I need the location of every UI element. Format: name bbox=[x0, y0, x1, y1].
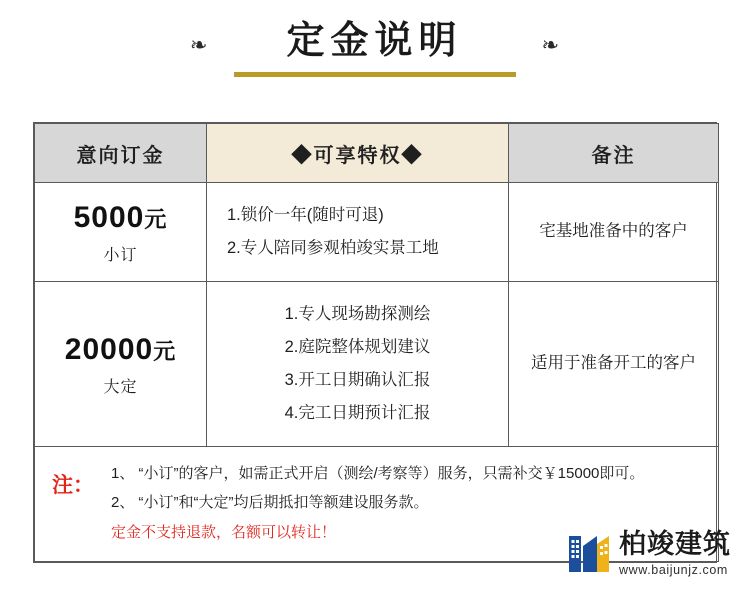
privilege-item: 3.开工日期确认汇报 bbox=[284, 371, 431, 389]
deposit-amount-sub-2: 大定 bbox=[103, 378, 138, 396]
deposit-amount-sub-1: 小订 bbox=[103, 246, 138, 264]
deposit-amount-cell-1 bbox=[35, 183, 207, 282]
footer-note-line: 1、 “小订”的客户，如需正式开启（测绘/考察等）服务，只需补交￥15000即可。 bbox=[111, 465, 645, 482]
deposit-amount-unit-1: 元 bbox=[144, 206, 168, 232]
table-header-row bbox=[35, 124, 719, 183]
table-row bbox=[35, 282, 719, 447]
privilege-item: 1.锁价一年(随时可退) bbox=[227, 206, 384, 224]
footer-note-line: 2、 “小订”和“大定”均后期抵扣等额建设服务款。 bbox=[111, 494, 429, 512]
privileges-cell-2 bbox=[207, 282, 509, 447]
building-logo-icon bbox=[567, 532, 611, 576]
logo-company-name: 柏竣建筑 bbox=[619, 529, 731, 560]
deposit-amount-cell-2 bbox=[35, 282, 207, 447]
page-title: 定金说明 bbox=[286, 20, 463, 62]
deposit-table bbox=[33, 122, 717, 563]
ornament-right-icon: ❧ bbox=[541, 33, 560, 57]
column-header-deposit: 意向订金 bbox=[35, 124, 207, 183]
ornament-left-icon: ❧ bbox=[189, 33, 208, 57]
table-row bbox=[35, 183, 719, 282]
privileges-cell-1 bbox=[207, 183, 509, 282]
logo-website-url: www.baijunjz.com bbox=[619, 563, 728, 577]
deposit-amount-value-1: 5000 bbox=[73, 200, 145, 234]
deposit-amount-2 bbox=[39, 332, 202, 368]
deposit-amount-1 bbox=[39, 200, 202, 236]
privilege-item: 2.庭院整体规划建议 bbox=[284, 338, 431, 356]
logo-text bbox=[619, 530, 731, 577]
privilege-item: 4.完工日期预计汇报 bbox=[284, 404, 431, 422]
title-wrap bbox=[234, 18, 516, 77]
privilege-item: 2.专人陪同参观柏竣实景工地 bbox=[227, 239, 439, 257]
deposit-amount-value-2: 20000 bbox=[64, 332, 154, 366]
deposit-amount-unit-2: 元 bbox=[153, 338, 177, 364]
page-header bbox=[0, 0, 749, 77]
title-underline bbox=[234, 72, 516, 77]
note-cell-1: 宅基地准备中的客户 bbox=[509, 183, 719, 282]
footer-label: 注： bbox=[52, 474, 94, 497]
column-header-note: 备注 bbox=[509, 124, 719, 183]
column-header-privileges: ◆可享特权◆ bbox=[207, 124, 509, 183]
note-cell-2: 适用于准备开工的客户 bbox=[509, 282, 719, 447]
company-logo bbox=[567, 530, 731, 577]
footer-warning: 定金不支持退款，名额可以转让！ bbox=[111, 523, 337, 541]
privilege-item: 1.专人现场勘探测绘 bbox=[284, 305, 431, 323]
